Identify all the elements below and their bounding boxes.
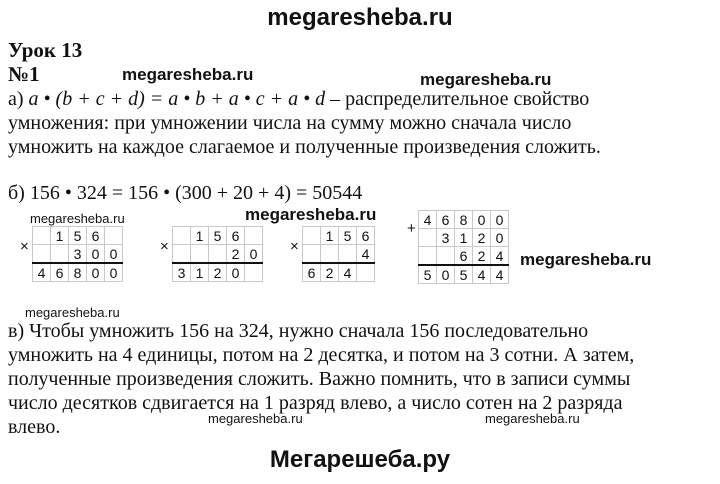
digit-cell [191,245,209,264]
digit-cell [321,245,339,264]
digit-cell: 0 [87,245,105,264]
digit-cell: 4 [491,265,509,284]
inline-watermark: megaresheba.ru [122,65,254,84]
digit-cell [105,227,123,245]
digit-cell: 2 [227,245,245,264]
digit-cell [173,227,191,245]
digit-cell: 4 [357,245,375,264]
digit-cell: 3 [69,245,87,264]
part-v-line-4: число десятков сдвигается на 1 разряд влево, а число сотен на 2 разряда [8,392,623,414]
lesson-title: Урок 13 [8,38,83,62]
digit-cell: 5 [209,227,227,245]
part-a-line-1 [8,88,589,111]
digit-cell: 2 [473,247,491,266]
digit-cell: 0 [105,245,123,264]
distributive-formula: a • (b + c + d) = a • b + a • c + a • d [28,88,326,110]
calculation-row [33,263,123,282]
multiply-sign: × [160,238,169,255]
digit-cell: 3 [173,263,191,282]
digit-cell: 0 [87,263,105,282]
digit-cell: 0 [105,263,123,282]
calculation-row [33,245,123,264]
site-watermark-top: megaresheba.ru [267,4,453,31]
calculation-row [303,245,375,264]
inline-watermark: megaresheba.ru [520,250,652,269]
inline-watermark: megaresheba.ru [25,305,120,320]
part-v-line-3: полученные произведения сложить. Важно помнить, что в записи суммы [8,368,631,390]
column-calculation [172,226,263,282]
digit-cell: 5 [339,227,357,245]
calculation-row [419,211,509,229]
digit-cell [245,227,263,245]
part-a-line-2: умножения: при умножении числа на сумму можно сначала число [8,112,572,134]
digit-cell: 4 [419,211,437,229]
digit-cell [245,263,263,282]
digit-cell: 0 [491,211,509,229]
part-a-line-3: умножить на каждое слагаемое и полученные произведения сложить. [8,136,601,158]
digit-cell [303,245,321,264]
multiply-sign: × [20,238,29,255]
digit-cell: 2 [473,229,491,247]
digit-cell: 4 [33,263,51,282]
calculation-row [303,263,375,282]
digit-cell: 4 [339,263,357,282]
digit-cell [339,245,357,264]
calculation-row [419,265,509,284]
digit-cell: 1 [51,227,69,245]
digit-cell: 5 [419,265,437,284]
site-watermark-bottom: Мегарешеба.ру [269,446,451,473]
digit-cell: 8 [455,211,473,229]
calculation-row [419,247,509,266]
column-calculation [32,226,123,282]
digit-cell: 2 [209,263,227,282]
inline-watermark: megaresheba.ru [30,211,125,226]
digit-cell: 5 [455,265,473,284]
digit-cell: 6 [303,263,321,282]
calculation-row [419,229,509,247]
calculation-row [173,227,263,245]
digit-cell: 6 [437,211,455,229]
digit-cell: 6 [227,227,245,245]
digit-cell: 1 [321,227,339,245]
part-b-equation: б) 156 • 324 = 156 • (300 + 20 + 4) = 50544 [8,182,363,204]
digit-cell: 6 [455,247,473,266]
part-v-line-1: в) Чтобы умножить 156 на 324, нужно сначала 156 последовательно [8,320,589,342]
part-a-label: а) [8,88,24,110]
digit-cell: 5 [69,227,87,245]
calculation-row [303,227,375,245]
inline-watermark: megaresheba.ru [245,205,377,224]
digit-cell: 4 [473,265,491,284]
digit-cell [33,245,51,264]
digit-cell [51,245,69,264]
digit-cell [33,227,51,245]
digit-cell: 2 [321,263,339,282]
digit-cell: 0 [227,263,245,282]
calculation-row [33,227,123,245]
task-number: №1 [8,62,40,86]
digit-cell: 0 [491,229,509,247]
column-calculation [302,226,375,282]
digit-cell: 6 [51,263,69,282]
digit-cell: 6 [357,227,375,245]
digit-cell [173,245,191,264]
digit-cell: 4 [491,247,509,266]
digit-cell: 1 [191,263,209,282]
digit-cell [303,227,321,245]
calculation-row [173,245,263,264]
digit-cell [209,245,227,264]
part-v-line-5: влево. [8,416,61,438]
digit-cell [437,247,455,266]
part-v-line-2: умножить на 4 единицы, потом на 2 десятка, и потом на 3 сотни. А затем, [8,344,635,366]
digit-cell: 6 [87,227,105,245]
digit-cell [419,229,437,247]
inline-watermark: megaresheba.ru [420,70,552,89]
part-a-text: – распределительное свойство [325,88,590,110]
multiply-sign: × [290,238,299,255]
digit-cell: 1 [455,229,473,247]
digit-cell [357,263,375,282]
digit-cell: 0 [437,265,455,284]
inline-watermark: megaresheba.ru [485,411,580,426]
digit-cell: 3 [437,229,455,247]
inline-watermark: megaresheba.ru [208,411,303,426]
digit-cell: 0 [245,245,263,264]
digit-cell: 0 [473,211,491,229]
column-calculation [418,210,509,284]
digit-cell: 8 [69,263,87,282]
calculation-row [173,263,263,282]
digit-cell [419,247,437,266]
digit-cell: 1 [191,227,209,245]
plus-sign: + [407,220,416,237]
